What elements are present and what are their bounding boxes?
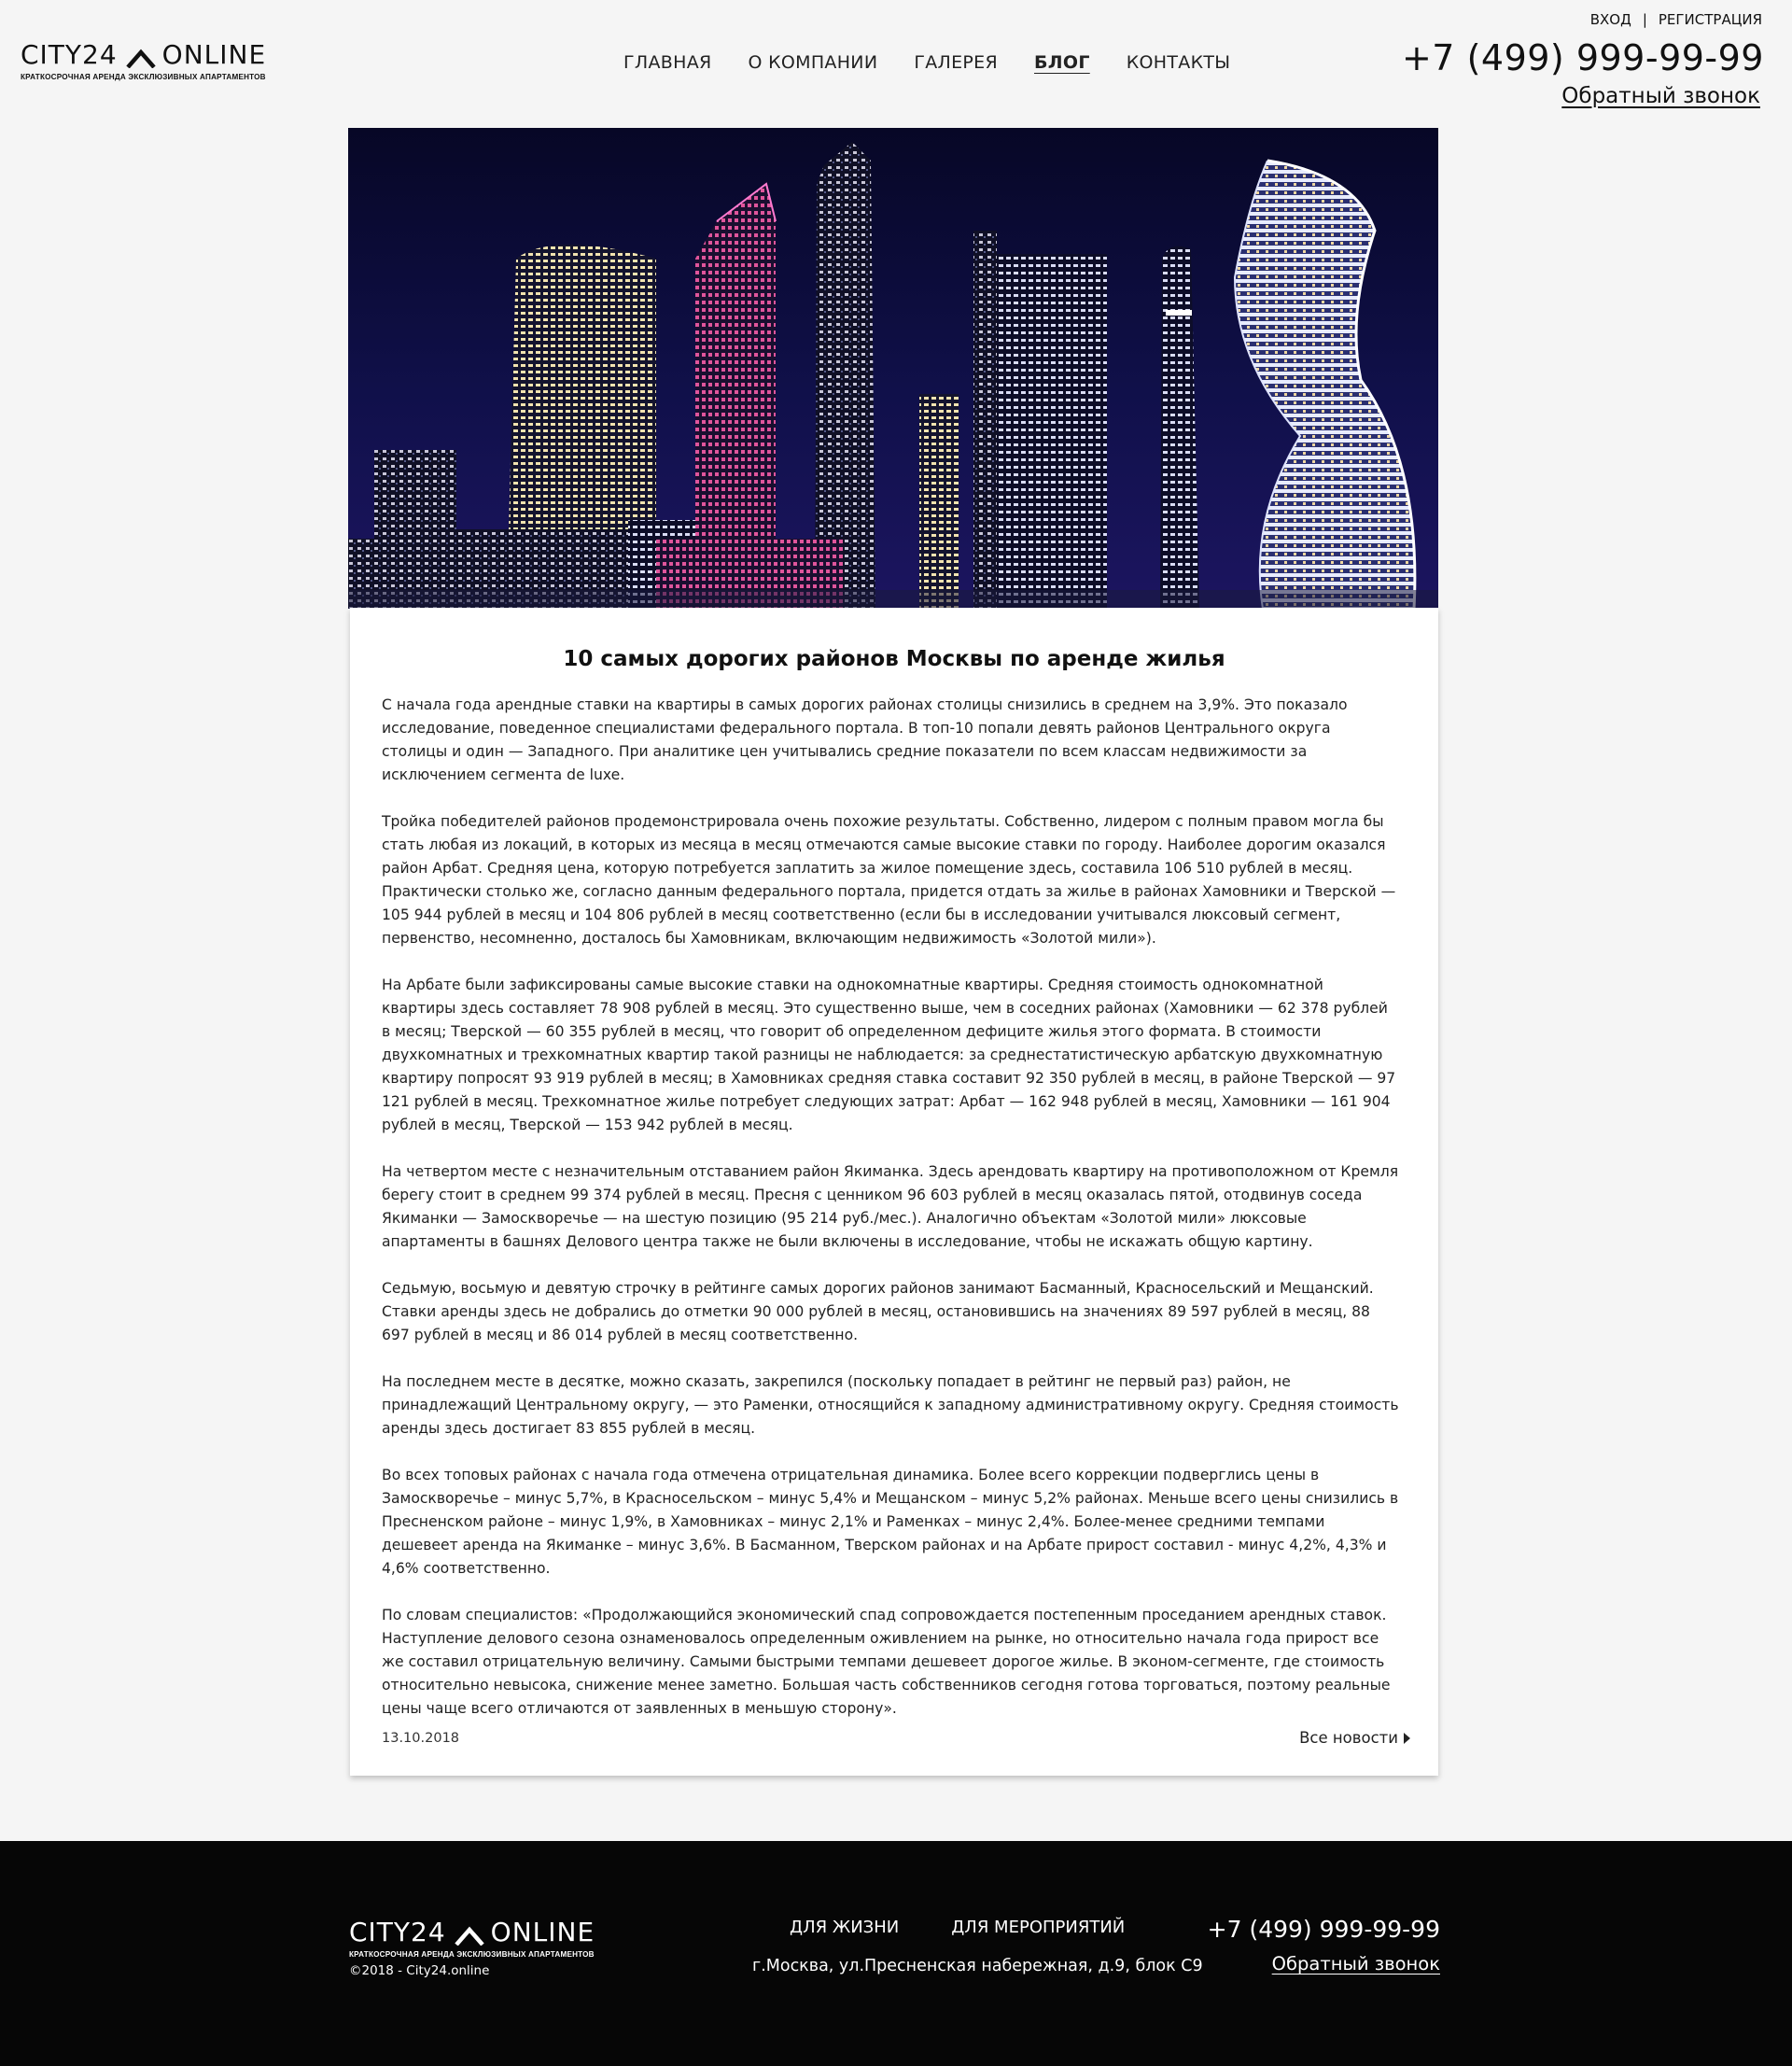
site-header bbox=[0, 0, 1792, 128]
logo-wordmark bbox=[21, 39, 276, 70]
all-news-link[interactable] bbox=[1299, 1729, 1410, 1747]
nav-item-contacts[interactable]: КОНТАКТЫ bbox=[1126, 52, 1231, 73]
article-title: 10 самых дорогих районов Москвы по аренде жилья bbox=[563, 647, 1225, 671]
footer-nav bbox=[790, 1918, 1125, 1937]
footer-logo-text-left: CITY24 bbox=[349, 1917, 446, 1947]
footer-copyright: ©2018 - City24.online bbox=[349, 1963, 490, 1978]
main-nav bbox=[623, 52, 1267, 73]
article-paragraph: На четвертом месте с незначительным отставанием район Якиманка. Здесь арендовать квартиру на противоположном от Кремля берегу стоит в среднем 99 374 рублей в месяц. Пресня с ценником 96 603 рублей в месяц оказалась пятой, отодвинув соседа Якиманки — Замоскворечье — на шестую позицию (95 214 руб./мес.). Аналогично объектам «Золотой мили» люксовые апартаменты в башнях Делового центра также не были включены в исследование, чтобы не искажать общую картину. bbox=[382, 1163, 1399, 1250]
header-phone[interactable]: +7 (499) 999-99-99 bbox=[1401, 37, 1764, 78]
article-date: 13.10.2018 bbox=[382, 1731, 460, 1746]
header-callback-link[interactable]: Обратный звонок bbox=[1561, 84, 1760, 108]
house-roof-icon bbox=[125, 48, 157, 68]
auth-separator: | bbox=[1642, 11, 1647, 28]
footer-logo-wordmark bbox=[349, 1919, 605, 1946]
nav-item-home[interactable]: ГЛАВНАЯ bbox=[623, 52, 712, 73]
nav-item-gallery[interactable]: ГАЛЕРЕЯ bbox=[914, 52, 998, 73]
site-footer bbox=[0, 1841, 1792, 2066]
footer-logo-text-right: ONLINE bbox=[490, 1917, 595, 1947]
article-paragraph: Седьмую, восьмую и девятую строчку в рейтинге самых дорогих районов занимают Басманный, Красносельский и Мещанский. Ставки аренды здесь не добрались до отметки 90 000 рублей в месяц, остановившись на значениях 89 597 рублей в месяц, 88 697 рублей в месяц и 86 014 рублей в месяц соответственно. bbox=[382, 1280, 1374, 1343]
article-paragraph: На последнем месте в десятке, можно сказать, закрепился (поскольку попадает в рейтинг не первый раз) район, не принадлежащий Центральному округу, — это Раменки, относящийся к западному административному округу. Средняя стоимость аренды здесь достигает 83 855 рублей в месяц. bbox=[382, 1373, 1399, 1437]
article-card bbox=[350, 608, 1438, 1776]
hero-image-moscow-city bbox=[348, 128, 1438, 609]
login-link[interactable]: ВХОД bbox=[1589, 11, 1631, 28]
article-paragraph: Во всех топовых районах с начала года отмечена отрицательная динамика. Более всего коррекции подверглись цены в Замоскворечье – минус 5,7%, в Красносельском – минус 5,4% и Мещанском – минус 5,2% районах. Меньше всего цены снизились в Пресненском районе – минус 1,9%, в Хамовниках – минус 2,1% и Раменках – минус 2,4%. Более-менее средними темпами дешевеет аренда на Якиманке – минус 3,6%. В Басманном, Тверском районах и на Арбате прирост составил - минус 4,2%, 4,3% и 4,6% соответственно. bbox=[382, 1467, 1399, 1577]
footer-nav-living[interactable]: ДЛЯ ЖИЗНИ bbox=[790, 1918, 900, 1937]
footer-logo[interactable] bbox=[349, 1919, 605, 1959]
nav-item-about[interactable]: О КОМПАНИИ bbox=[748, 52, 878, 73]
logo-tagline: КРАТКОСРОЧНАЯ АРЕНДА ЭКСКЛЮЗИВНЫХ АПАРТАМЕНТОВ bbox=[21, 72, 266, 81]
nav-item-blog[interactable]: БЛОГ bbox=[1034, 52, 1090, 73]
caret-right-icon bbox=[1404, 1733, 1410, 1744]
logo-text-left: CITY24 bbox=[21, 39, 118, 70]
footer-logo-tagline: КРАТКОСРОЧНАЯ АРЕНДА ЭКСКЛЮЗИВНЫХ АПАРТАМЕНТОВ bbox=[349, 1949, 595, 1959]
logo-text-right: ONLINE bbox=[161, 39, 267, 70]
article-paragraph: На Арбате были зафиксированы самые высокие ставки на однокомнатные квартиры. Средняя стоимость однокомнатной квартиры здесь составляет 78 908 рублей в месяц. Это существенно выше, чем в соседних районах (Хамовники — 62 378 рублей в месяц; Тверской — 60 355 рублей в месяц, что говорит об определенном дефиците жилья этого формата. В стоимости двухкомнатных и трехкомнатных квартир такой разницы не наблюдается: за среднестатистическую арбатскую двухкомнатную квартиру попросят 93 919 рублей в месяц; в Хамовниках средняя ставка составит 92 350 рублей в месяц, в районе Тверской — 97 121 рублей в месяц. Трехкомнатное жилье потребует следующих затрат: Арбат — 162 948 рублей в месяц, Хамовники — 161 904 рублей в месяц, Тверской — 153 942 рублей в месяц. bbox=[382, 977, 1396, 1133]
auth-links bbox=[1590, 11, 1762, 28]
footer-address: г.Москва, ул.Пресненская набережная, д.9, блок С9 bbox=[752, 1957, 1203, 1975]
article-paragraph: Тройка победителей районов продемонстрировала очень похожие результаты. Собственно, лидером с полным правом могла бы стать любая из локаций, в которых из месяца в месяц отмечаются самые высокие ставки по городу. Наиболее дорогим оказался район Арбат. Средняя цена, которую потребуется заплатить за жилое помещение здесь, составила 106 510 рублей в месяц. Практически столько же, согласно данным федерального портала, придется отдать за жилье в районах Хамовники и Тверской — 105 944 рублей в месяц и 104 806 рублей в месяц соответственно (если бы в исследовании учитывался люксовый сегмент, первенство, несомненно, досталось бы Хамовникам, включающим недвижимость «Золотой мили»). bbox=[382, 813, 1396, 947]
all-news-label: Все новости bbox=[1299, 1729, 1398, 1747]
register-link[interactable]: РЕГИСТРАЦИЯ bbox=[1658, 11, 1762, 28]
site-logo[interactable] bbox=[21, 39, 276, 81]
footer-callback-link[interactable]: Обратный звонок bbox=[1271, 1953, 1440, 1975]
house-roof-icon bbox=[454, 1925, 485, 1946]
article-paragraph: По словам специалистов: «Продолжающийся экономический спад сопровождается постепенным проседанием арендных ставок. Наступление делового сезона ознаменовалось определенным оживлением на рынке, но относительно начала года прирост все же составил отрицательную величину. Самыми быстрыми темпами дешевеет дорогое жилье. В эконом-сегменте, где стоимость относительно невысока, снижение менее заметно. Большая часть собственников сегодня готова торговаться, поэтому реальные цены чаще всего отличаются от заявленных в меньшую сторону». bbox=[382, 1607, 1391, 1717]
article-paragraph: С начала года арендные ставки на квартиры в самых дорогих районах столицы снизились в среднем на 3,9%. Это показало исследование, поведенное специалистами федерального портала. В топ-10 попали девять районов Центрального округа столицы и один — Западного. При аналитике цен учитывались средние показатели по всем классам недвижимости за исключением сегмента de luxe. bbox=[382, 696, 1348, 783]
footer-nav-events[interactable]: ДЛЯ МЕРОПРИЯТИЙ bbox=[951, 1918, 1126, 1937]
footer-phone[interactable]: +7 (499) 999-99-99 bbox=[1207, 1916, 1440, 1943]
article-body bbox=[382, 694, 1399, 1744]
